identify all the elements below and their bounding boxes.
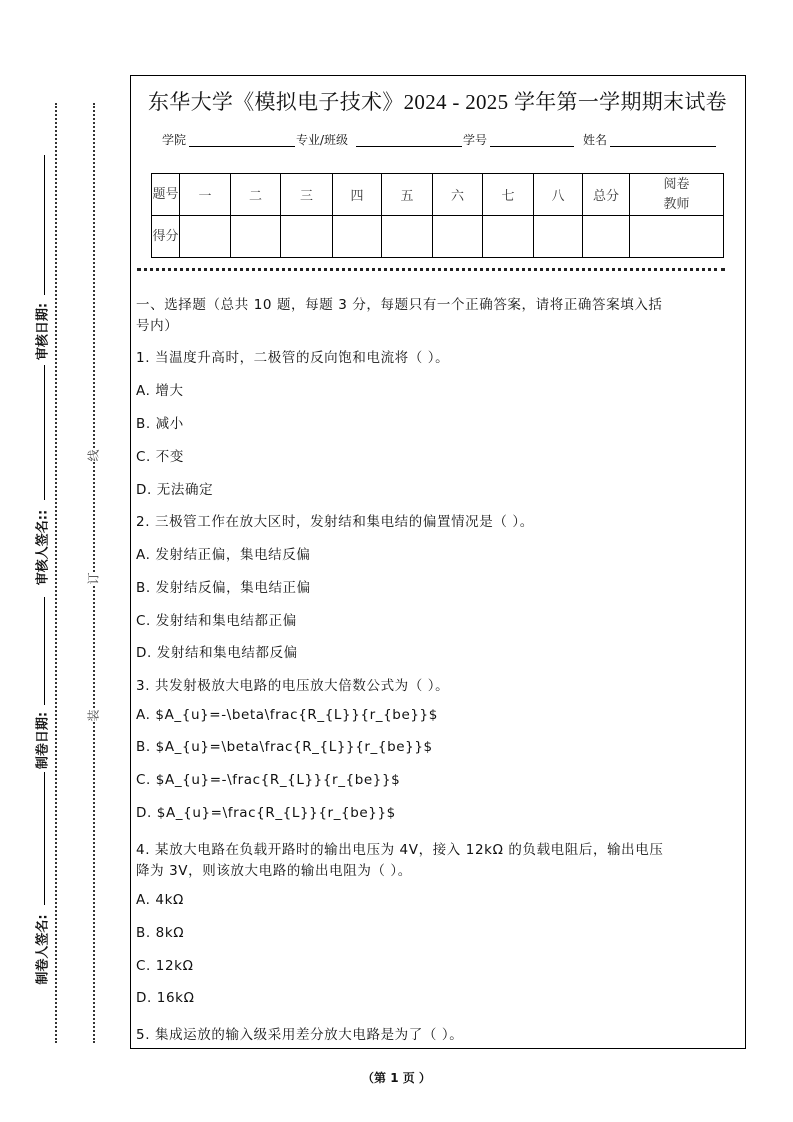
score-cell[interactable]	[534, 216, 583, 258]
reviewer-signature-label: 审核人签名::	[35, 509, 51, 586]
score-row	[152, 216, 724, 258]
answer-option[interactable]: A. 增大	[136, 383, 184, 399]
page-number: （第 1 页 ）	[362, 1071, 431, 1085]
score-cell[interactable]	[333, 216, 382, 258]
score-cell[interactable]	[382, 216, 433, 258]
answer-option[interactable]: A. 4kΩ	[136, 892, 184, 908]
table-cell: 一	[180, 174, 231, 216]
answer-option[interactable]: D. 无法确定	[136, 482, 214, 498]
table-cell: 七	[483, 174, 534, 216]
section-heading-cont: 号内）	[136, 318, 179, 334]
compile-date-label: 制卷日期:	[35, 711, 51, 770]
score-cell[interactable]	[630, 216, 724, 258]
compiler-signature-label: 制卷人签名:	[35, 914, 51, 985]
score-cell[interactable]	[433, 216, 483, 258]
score-cell[interactable]	[180, 216, 231, 258]
major-class-field[interactable]	[356, 146, 462, 147]
table-cell: 二	[231, 174, 281, 216]
review-date-label: 审核日期:	[35, 302, 51, 361]
score-cell[interactable]	[583, 216, 630, 258]
signature-line	[44, 155, 45, 295]
question-text: 2. 三极管工作在放大区时，发射结和集电结的偏置情况是（ ）。	[136, 514, 534, 530]
answer-option[interactable]: B. 减小	[136, 416, 184, 432]
answer-option[interactable]: A. 发射结正偏，集电结反偏	[136, 547, 311, 563]
question-text: 1. 当温度升高时，二极管的反向饱和电流将（ ）。	[136, 350, 450, 366]
college-field[interactable]	[189, 146, 295, 147]
exam-title: 东华大学《模拟电子技术》2024 - 2025 学年第一学期期末试卷	[148, 90, 727, 114]
table-cell: 五	[382, 174, 433, 216]
table-cell: 三	[281, 174, 333, 216]
answer-option[interactable]: D. $A_{u}=\frac{R_{L}}{r_{be}}$	[136, 805, 396, 821]
question-text: 5. 集成运放的输入级采用差分放大电路是为了（ ）。	[136, 1027, 464, 1043]
answer-option[interactable]: C. 不变	[136, 449, 185, 465]
section-heading: 一、选择题（总共 10 题，每题 3 分，每题只有一个正确答案，请将正确答案填入括	[136, 297, 663, 313]
student-id-label: 学号	[463, 133, 488, 147]
answer-option[interactable]: B. 发射结反偏，集电结正偏	[136, 580, 311, 596]
score-table	[151, 173, 724, 258]
name-field[interactable]	[610, 146, 716, 147]
table-cell: 八	[534, 174, 583, 216]
answer-option[interactable]: D. 16kΩ	[136, 990, 195, 1006]
margin-dotted-line-outer	[55, 103, 57, 1043]
signature-line	[44, 772, 45, 905]
answer-option[interactable]: B. 8kΩ	[136, 925, 185, 941]
signature-line	[44, 365, 45, 500]
name-label: 姓名	[583, 133, 608, 147]
question-text-cont: 降为 3V，则该放大电路的输出电阻为（ ）。	[136, 863, 412, 879]
answer-option[interactable]: A. $A_{u}=-\beta\frac{R_{L}}{r_{be}}$	[136, 707, 438, 723]
table-header-row	[152, 174, 724, 216]
major-class-label: 专业/班级	[296, 133, 349, 147]
answer-option[interactable]: C. $A_{u}=-\frac{R_{L}}{r_{be}}$	[136, 772, 401, 788]
dotted-divider	[137, 268, 725, 271]
score-cell[interactable]	[281, 216, 333, 258]
binding-mark-xian: 线	[86, 449, 101, 462]
table-cell: 得分	[152, 216, 180, 258]
table-cell: 总分	[583, 174, 630, 216]
signature-line	[44, 597, 45, 705]
answer-option[interactable]: C. 12kΩ	[136, 958, 194, 974]
score-cell[interactable]	[231, 216, 281, 258]
question-text: 3. 共发射极放大电路的电压放大倍数公式为（ ）。	[136, 678, 450, 694]
binding-mark-zhuang: 装	[86, 709, 101, 722]
student-id-field[interactable]	[490, 146, 574, 147]
table-cell: 六	[433, 174, 483, 216]
table-cell: 题号	[152, 174, 180, 216]
answer-option[interactable]: B. $A_{u}=\beta\frac{R_{L}}{r_{be}}$	[136, 739, 433, 755]
answer-option[interactable]: D. 发射结和集电结都反偏	[136, 645, 298, 661]
question-text: 4. 某放大电路在负载开路时的输出电压为 4V，接入 12kΩ 的负载电阻后，输出电压	[136, 842, 664, 858]
table-cell: 阅卷教师	[630, 174, 724, 216]
score-cell[interactable]	[483, 216, 534, 258]
answer-option[interactable]: C. 发射结和集电结都正偏	[136, 613, 297, 629]
binding-mark-ding: 订	[86, 572, 101, 585]
table-cell: 四	[333, 174, 382, 216]
college-label: 学院	[162, 133, 187, 147]
